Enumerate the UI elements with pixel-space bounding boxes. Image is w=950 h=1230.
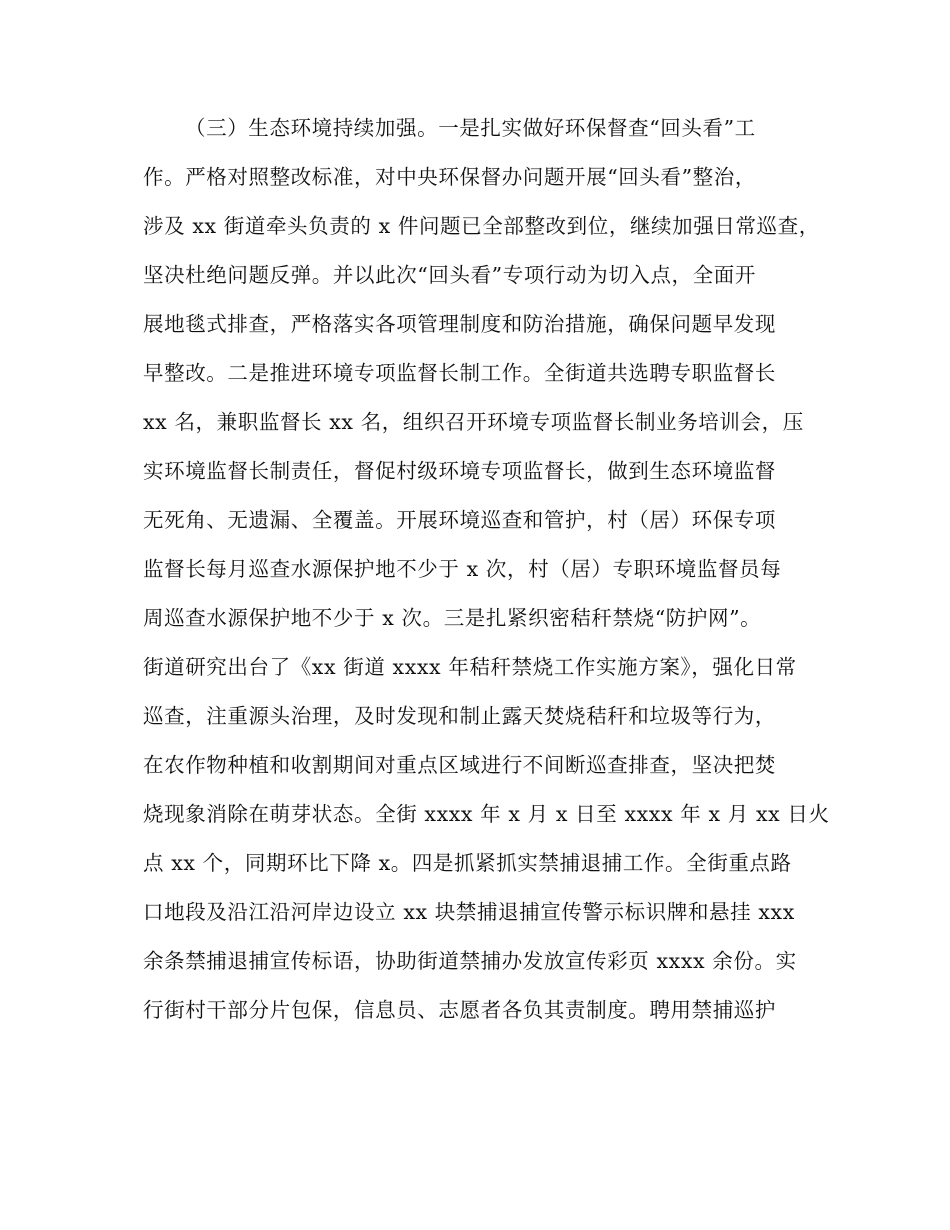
text-line: 无死角、无遗漏、全覆盖。开展环境巡查和管护，村（居）环保专项 (143, 508, 776, 532)
text-line: 余条禁捕退捕宣传标语，协助街道禁捕办发放宣传彩页 xxxx 余份。实 (143, 949, 797, 973)
text-line: 展地毯式排查，严格落实各项管理制度和防治措施，确保问题早发现 (143, 312, 776, 336)
text-line: 烧现象消除在萌芽状态。全街 xxxx 年 x 月 x 日至 xxxx 年 x 月 xx 日火 (143, 802, 830, 826)
text-line: 巡查，注重源头治理，及时发现和制止露天焚烧秸秆和垃圾等行为， (143, 704, 776, 728)
text-line: 街道研究出台了《xx 街道 xxxx 年秸秆禁烧工作实施方案》，强化日常 (143, 655, 797, 679)
text-line: 早整改。二是推进环境专项监督长制工作。全街道共选聘专职监督长 (143, 361, 776, 385)
text-line: 坚决杜绝问题反弹。并以此次“回头看”专项行动为切入点，全面开 (143, 263, 756, 287)
text-line: 口地段及沿江沿河岸边设立 xx 块禁捕退捕宣传警示标识牌和悬挂 xxx (143, 900, 795, 924)
text-line: 点 xx 个，同期环比下降 x。四是抓紧抓实禁捕退捕工作。全街重点路 (143, 851, 792, 875)
text-line: 监督长每月巡查水源保护地不少于 x 次，村（居）专职环境监督员每 (143, 557, 782, 581)
text-line: 作。严格对照整改标准，对中央环保督办问题开展“回头看”整治， (143, 165, 756, 189)
text-line: （三）生态环境持续加强。一是扎实做好环保督查“回头看”工 (185, 116, 756, 140)
text-line: 行街村干部分片包保，信息员、志愿者各负其责制度。聘用禁捕巡护 (143, 998, 776, 1022)
text-line: xx 名，兼职监督长 xx 名，组织召开环境专项监督长制业务培训会，压 (143, 410, 804, 434)
text-line: 实环境监督长制责任，督促村级环境专项监督长，做到生态环境监督 (143, 459, 776, 483)
text-line: 涉及 xx 街道牵头负责的 x 件问题已全部整改到位，继续加强日常巡查， (143, 214, 820, 238)
text-line: 在农作物种植和收割期间对重点区域进行不间断巡查排查，坚决把焚 (143, 753, 776, 777)
text-line: 周巡查水源保护地不少于 x 次。三是扎紧织密秸秆禁烧“防护网”。 (143, 606, 762, 630)
